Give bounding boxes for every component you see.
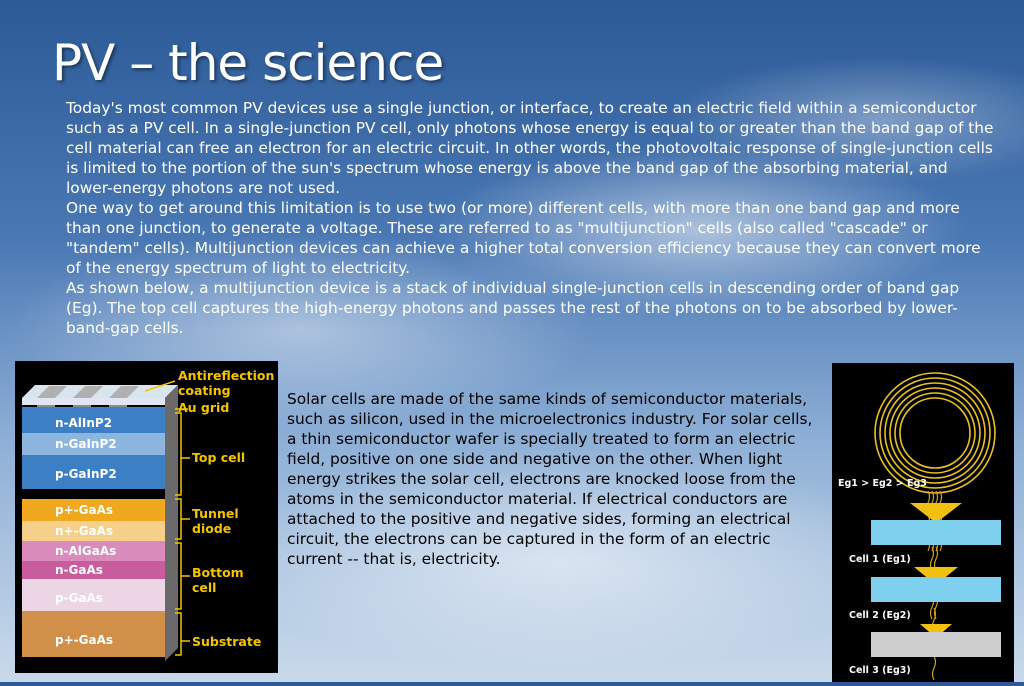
band-gap-relation: Eg1 > Eg2 > Eg3: [838, 478, 927, 489]
callout-bottom: Bottom: [192, 565, 244, 580]
cell-3-slab: [871, 632, 1001, 657]
intro-paragraph-2: One way to get around this limitation is to use two (or more) different cells, with more than one band gap and more than one junction, to generate a voltage. These are referred to as "multijunction" cells (also called "cascade" or "tandem" cells). Multijunction devices can achieve a higher total conversion efficiency because they can convert more of the energy spectrum of light to electricity.: [66, 199, 981, 277]
intro-paragraph-3: As shown below, a multijunction device is a stack of individual single-junction cells in descending order of band gap (Eg). The top cell captures the high-energy photons and passes the rest of the photons on to be absorbed by lower-band-gap cells.: [66, 279, 960, 337]
layer-label: p-GaAs: [55, 591, 103, 605]
light-source-rings: [875, 373, 995, 493]
stack-side-face: [165, 385, 178, 661]
intro-text: [66, 98, 996, 338]
cell-2-label: Cell 2 (Eg2): [849, 610, 911, 621]
cell-3-label: Cell 3 (Eg3): [849, 665, 911, 676]
light-absorption-diagram: [832, 363, 1014, 682]
cell-1-label: Cell 1 (Eg1): [849, 554, 911, 565]
callout-au-grid: Au grid: [178, 400, 230, 415]
intro-paragraph-1: Today's most common PV devices use a single junction, or interface, to create an electric field within a semiconductor such as a PV cell. In a single-junction PV cell, only photons whose energy is equal to or greater than the band gap of the cell material can free an electron for an electric circuit. In other words, the photovoltaic response of single-junction cells is limited to the portion of the sun's spectrum whose energy is above the band gap of the absorbing material, and lower-energy photons are not used.: [66, 99, 994, 197]
slide-title: PV – the science: [52, 34, 444, 92]
callout-top-cell: Top cell: [192, 450, 246, 465]
callout-antireflection: Antireflection: [178, 368, 275, 383]
multijunction-cell-diagram: [15, 361, 278, 673]
layer-label: n-AlInP2: [55, 416, 113, 430]
absorption-svg: [832, 363, 1014, 682]
layer-label: p+-GaAs: [55, 503, 114, 517]
layer-label: n-GaAs: [55, 563, 103, 577]
cell-1-slab: [871, 520, 1001, 545]
callout-tunnel: Tunnel: [192, 506, 239, 521]
antireflection-layer: [22, 398, 165, 405]
layer-label: p+-GaAs: [55, 633, 114, 647]
callout-coating: coating: [178, 383, 231, 398]
callout-diode: diode: [192, 521, 232, 536]
cell-2-slab: [871, 577, 1001, 602]
layer-label: n-GaInP2: [55, 437, 117, 451]
callout-cell: cell: [192, 580, 217, 595]
body-paragraph: Solar cells are made of the same kinds of semiconductor materials, such as silicon, used in the microelectronics industry. For solar cells, a thin semiconductor wafer is specially treated to form an electric field, positive on one side and negative on the other. When light energy strikes the solar cell, electrons are knocked loose from the atoms in the semiconductor material. If electrical conductors are attached to the positive and negative sides, forming an electrical circuit, the electrons can be captured in the form of an electric current -- that is, electricity.: [287, 390, 813, 568]
cell-stack-svg: [15, 361, 278, 673]
callout-substrate: Substrate: [192, 634, 262, 649]
layer-label: n+-GaAs: [55, 524, 113, 538]
layer-label: p-GaInP2: [55, 467, 117, 481]
layer-label: n-AlGaAs: [55, 544, 117, 558]
